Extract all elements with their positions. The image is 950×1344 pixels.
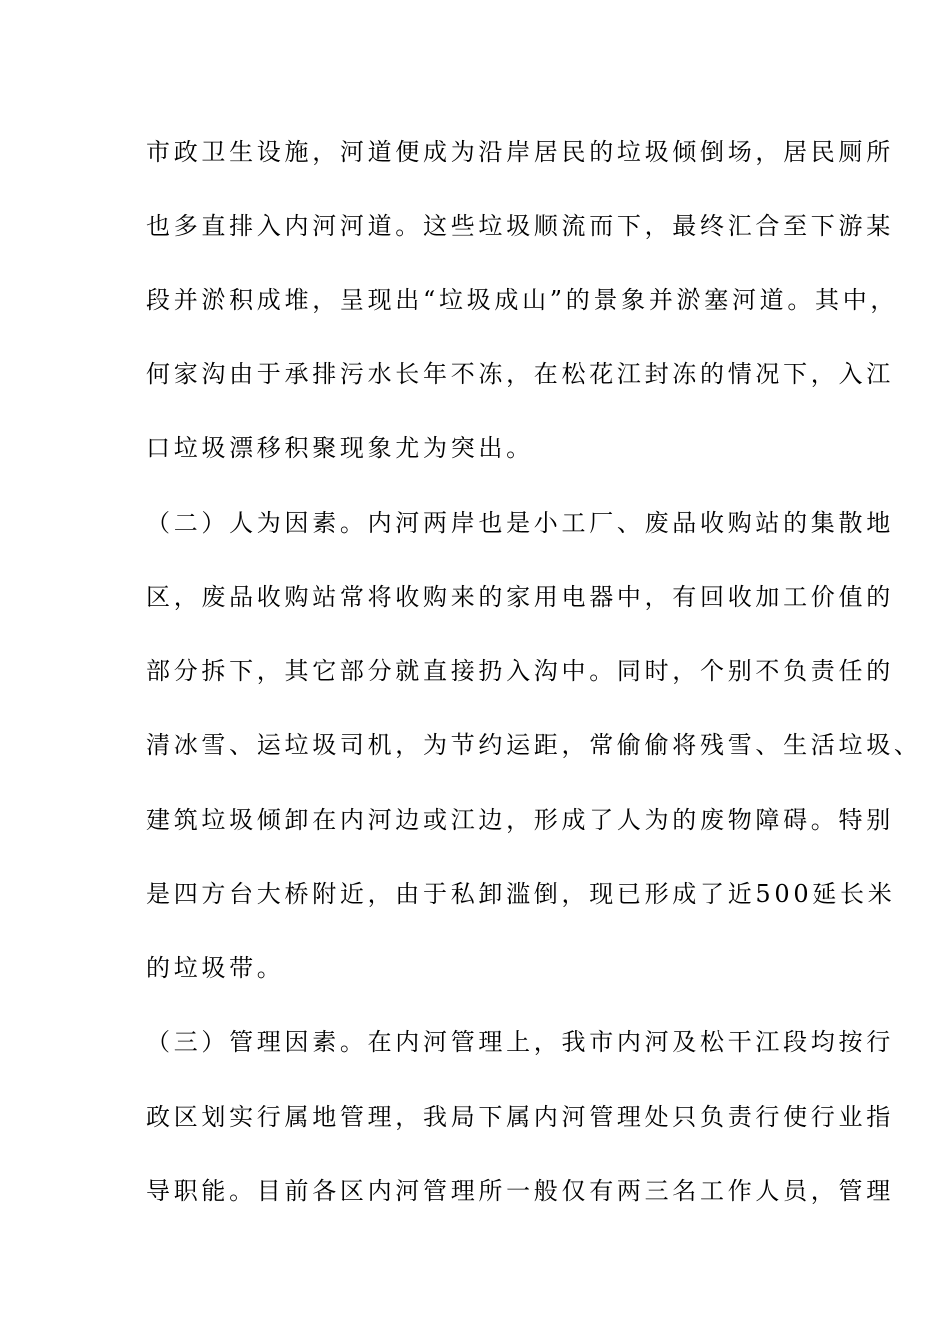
- text-line: 的垃圾带。: [146, 954, 285, 982]
- text-line: 市政卫生设施，河道便成为沿岸居民的垃圾倾倒场，居民厕所: [146, 138, 894, 166]
- text-line: 也多直排入内河河道。这些垃圾顺流而下，最终汇合至下游某: [146, 212, 894, 240]
- text-line: 部分拆下，其它部分就直接扔入沟中。同时，个别不负责任的: [146, 657, 894, 685]
- text-line: 何家沟由于承排污水长年不冻，在松花江封冻的情况下，入江: [146, 360, 894, 388]
- text-line: 口垃圾漂移积聚现象尤为突出。: [146, 434, 534, 462]
- text-line: 建筑垃圾倾卸在内河边或江边，形成了人为的废物障碍。特别: [146, 806, 894, 834]
- text-line: 政区划实行属地管理，我局下属内河管理处只负责行使行业指: [146, 1103, 894, 1131]
- text-line: 是四方台大桥附近，由于私卸滥倒，现已形成了近500延长米: [146, 880, 896, 908]
- text-line: 区，废品收购站常将收购来的家用电器中，有回收加工价值的: [146, 583, 894, 611]
- text-line: 清冰雪、运垃圾司机，为节约运距，常偷偷将残雪、生活垃圾、: [146, 731, 922, 759]
- text-line: 导职能。目前各区内河管理所一般仅有两三名工作人员，管理: [146, 1177, 894, 1205]
- text-line: 段并淤积成堆，呈现出“垃圾成山”的景象并淤塞河道。其中，: [146, 286, 899, 314]
- section-heading-line: （二）人为因素。内河两岸也是小工厂、废品收购站的集散地: [146, 509, 894, 537]
- section-heading-line: （三）管理因素。在内河管理上，我市内河及松干江段均按行: [146, 1028, 894, 1056]
